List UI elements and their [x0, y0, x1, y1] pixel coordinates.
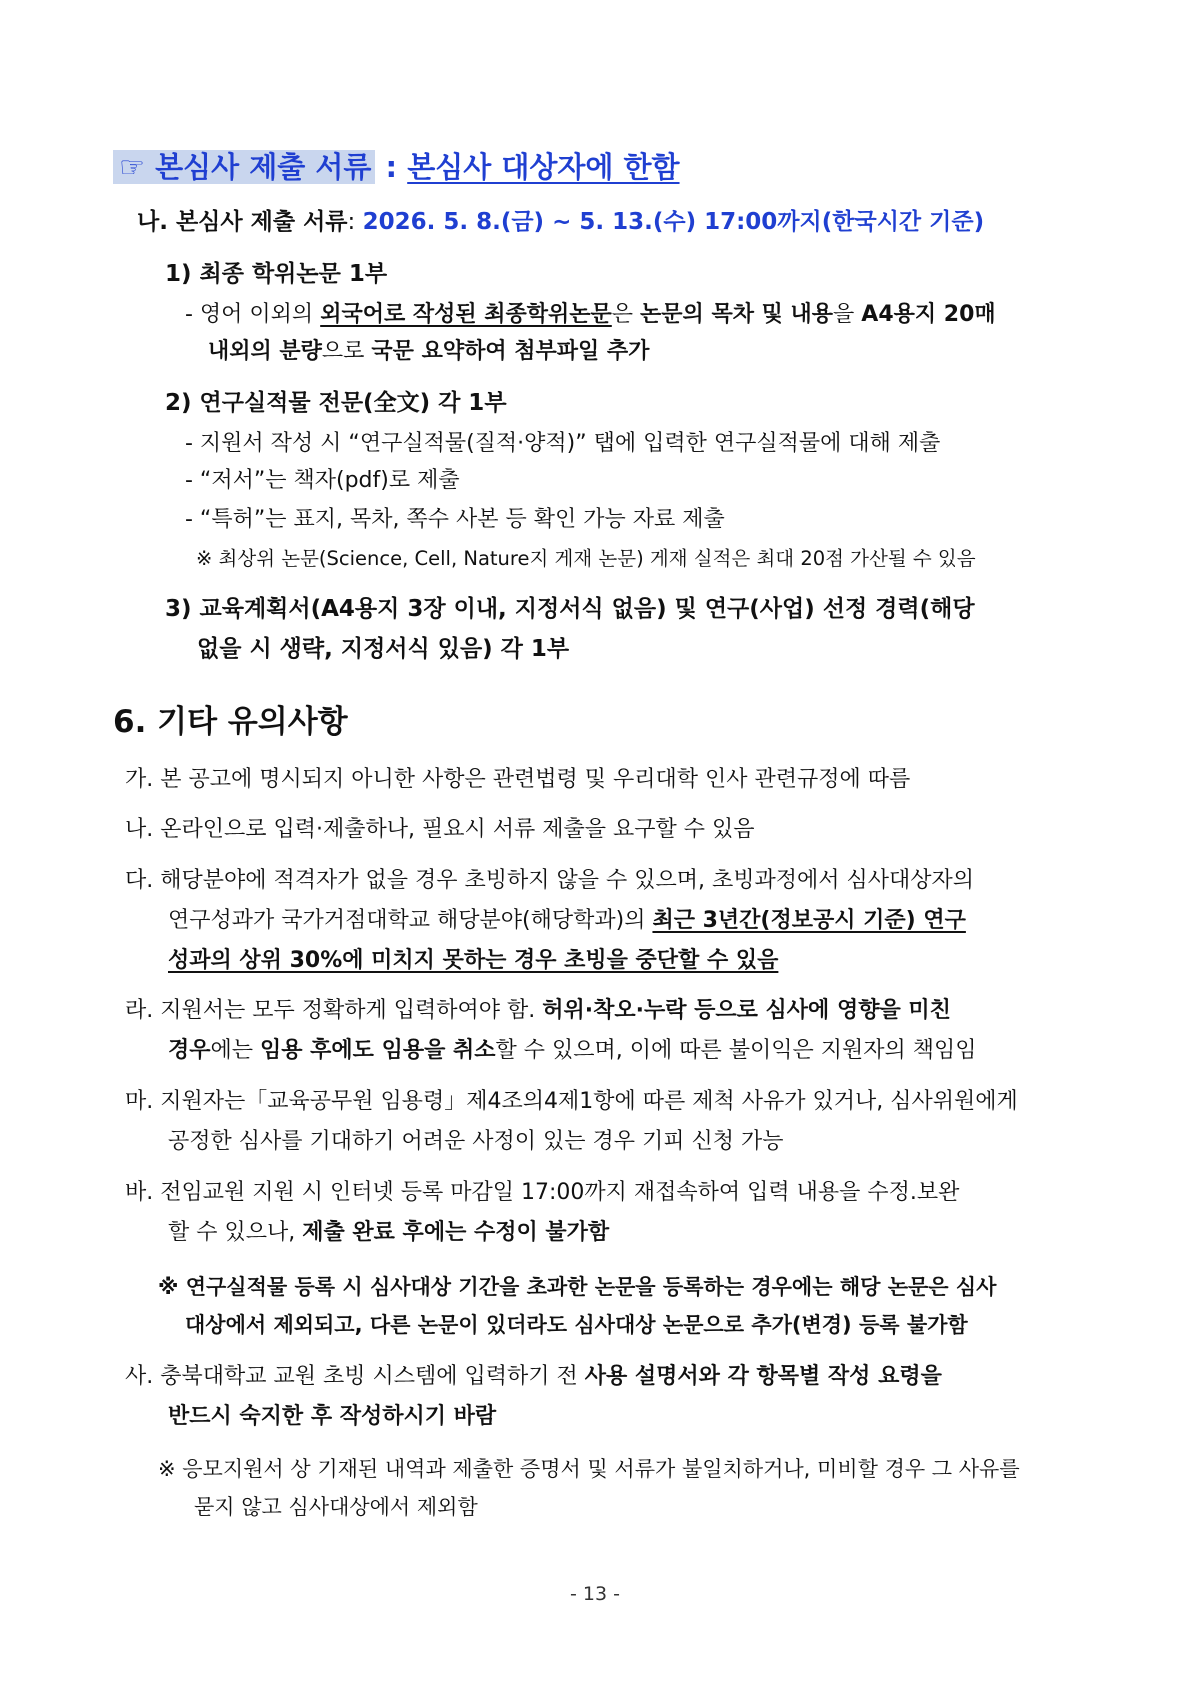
note-ra-text-b: 허위·착오·누락 등으로 심사에 영향을 미친	[542, 998, 951, 1023]
note-ma-line1: 마. 지원자는「교육공무원 임용령」제4조의4제1항에 따른 제척 사유가 있거나, 심사위원에게	[125, 1089, 1018, 1114]
note-ra-text-a: 라. 지원서는 모두 정확하게 입력하여야 함.	[125, 998, 543, 1023]
section-banner	[113, 147, 680, 187]
note-na: 나. 온라인으로 입력·제출하나, 필요시 서류 제출을 요구할 수 있음	[125, 817, 755, 842]
note-ba-line2	[168, 1218, 609, 1248]
pointer-icon: ☞	[119, 150, 145, 184]
item1-text-b: 외국어로 작성된 최종학위논문	[320, 302, 612, 327]
page-number: - 13 -	[570, 1583, 620, 1605]
item2-desc1: - 지원서 작성 시 “연구실적물(질적·양적)” 탭에 입력한 연구실적물에 대해 제출	[185, 431, 941, 456]
item1-text-a: - 영어 이외의	[185, 302, 321, 327]
note-sa-text-b: 사용 설명서와 각 항목별 작성 요령을	[584, 1364, 942, 1389]
item1-text-c: 은	[611, 302, 641, 327]
item1-line2	[208, 337, 649, 367]
note-da-line3: 성과의 상위 30%에 미치지 못하는 경우 초빙을 중단할 수 있음	[168, 948, 779, 973]
submission-period-heading	[137, 207, 984, 237]
note-ra-text-c: 경우	[168, 1038, 211, 1063]
note-da-line1: 다. 해당분야에 적격자가 없을 경우 초빙하지 않을 수 있으며, 초빙과정에서 심사대상자의	[125, 868, 974, 893]
banner-highlight	[113, 150, 375, 184]
note-ra-text-e: 임용 후에도 임용을 취소	[260, 1038, 496, 1063]
item1-text-h: 으로	[321, 339, 372, 364]
note-da-text-b: 최근 3년간(정보공시 기준) 연구	[652, 908, 966, 933]
item1-line1	[185, 300, 996, 330]
item1-text-e: 을	[833, 302, 862, 327]
note-da-line2	[168, 906, 966, 936]
note-ga: 가. 본 공고에 명시되지 아니한 사항은 관련법령 및 우리대학 인사 관련규정에 따름	[125, 767, 911, 792]
item2-note: ※ 최상위 논문(Science, Cell, Nature지 게재 논문) 게재 실적은 최대 20점 가산될 수 있음	[196, 547, 976, 570]
item1-text-i: 국문 요약하여 첨부파일 추가	[371, 339, 650, 364]
note-ra-line1	[125, 996, 951, 1026]
item2-title: 2) 연구실적물 전문(全文) 각 1부	[165, 390, 507, 416]
note-ba-remark-line1: ※ 연구실적물 등록 시 심사대상 기간을 초과한 논문을 등록하는 경우에는 해당 논문은 심사	[158, 1275, 997, 1299]
note-ma-line2: 공정한 심사를 기대하기 어려운 사정이 있는 경우 기피 신청 가능	[168, 1129, 784, 1154]
note-sa-line1	[125, 1362, 942, 1392]
banner-subtitle: 본심사 대상자에 한함	[407, 150, 680, 184]
note-ba-text-b: 제출 완료 후에는 수정이 불가함	[302, 1220, 610, 1245]
item1-text-g: 내외의 분량	[208, 339, 322, 364]
note-ba-text-a: 할 수 있으나,	[168, 1220, 303, 1245]
item3-line1: 3) 교육계획서(A4용지 3장 이내, 지정서식 없음) 및 연구(사업) 선정 경력(해당	[165, 596, 975, 622]
note-ra-text-f: 할 수 있으며, 이에 따른 불이익은 지원자의 책임임	[495, 1038, 977, 1063]
note-ra-line2	[168, 1036, 977, 1066]
submission-period: 2026. 5. 8.(금) ~ 5. 13.(수) 17:00까지(한국시간 기준)	[362, 209, 985, 235]
item3-line2: 없을 시 생략, 지정서식 있음) 각 1부	[197, 636, 570, 662]
item1-title: 1) 최종 학위논문 1부	[165, 261, 388, 287]
banner-separator: :	[375, 150, 408, 184]
note-ba-line1: 바. 전임교원 지원 시 인터넷 등록 마감일 17:00까지 재접속하여 입력 내용을 수정.보완	[125, 1180, 960, 1205]
note-sa-remark-line1: ※ 응모지원서 상 기재된 내역과 제출한 증명서 및 서류가 불일치하거나, 미비할 경우 그 사유를	[158, 1457, 1020, 1481]
note-da-text-a: 연구성과가 국가거점대학교 해당분야(해당학과)의	[168, 908, 653, 933]
submission-colon: :	[347, 209, 363, 235]
item1-text-f: A4용지 20매	[861, 302, 996, 327]
banner-title: 본심사 제출 서류	[155, 150, 372, 184]
item2-desc3: - “특허”는 표지, 목차, 쪽수 사본 등 확인 가능 자료 제출	[185, 507, 725, 532]
note-sa-text-a: 사. 충북대학교 교원 초빙 시스템에 입력하기 전	[125, 1364, 585, 1389]
note-sa-line2: 반드시 숙지한 후 작성하시기 바람	[168, 1404, 497, 1429]
note-sa-remark-line2: 묻지 않고 심사대상에서 제외함	[194, 1495, 478, 1519]
item1-text-d: 논문의 목차 및 내용	[640, 302, 834, 327]
item2-desc2: - “저서”는 책자(pdf)로 제출	[185, 468, 460, 493]
note-ba-remark-line2: 대상에서 제외되고, 다른 논문이 있더라도 심사대상 논문으로 추가(변경) 등록 불가함	[185, 1313, 968, 1337]
submission-label: 나. 본심사 제출 서류	[137, 209, 348, 235]
note-ra-text-d: 에는	[210, 1038, 261, 1063]
section-6-title: 6. 기타 유의사항	[113, 704, 348, 740]
